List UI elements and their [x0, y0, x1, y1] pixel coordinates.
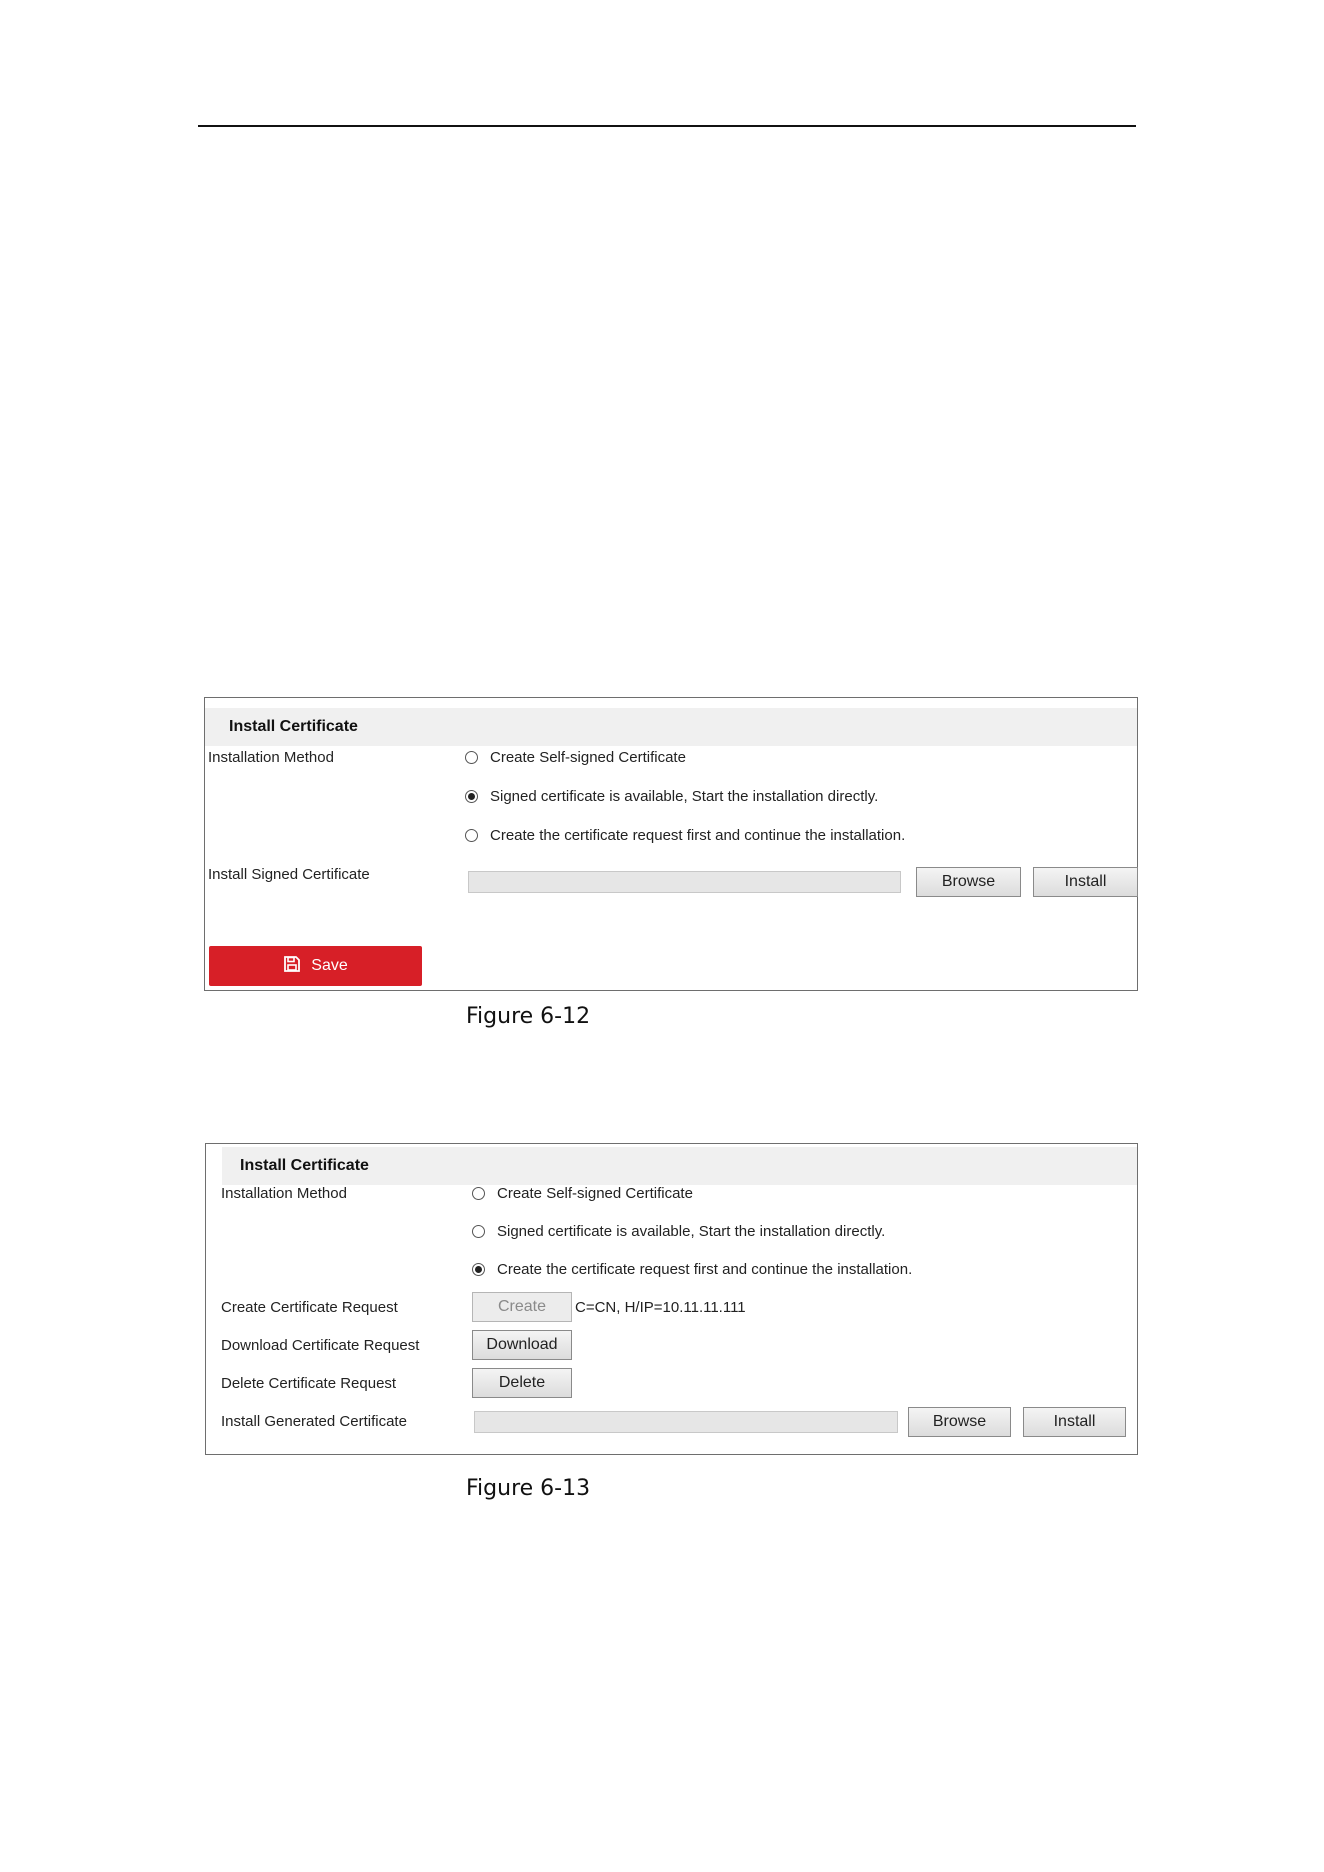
radio-create-request[interactable] — [472, 1263, 485, 1276]
radio-create-request[interactable] — [465, 829, 478, 842]
generated-certificate-file-path-field[interactable] — [474, 1411, 898, 1433]
option-signed-available[interactable] — [465, 788, 878, 805]
figure-caption-2: Figure 6-13 — [466, 1476, 591, 1501]
floppy-disk-icon — [283, 955, 301, 978]
delete-certificate-request-label: Delete Certificate Request — [221, 1375, 397, 1392]
option-create-request[interactable] — [472, 1261, 912, 1278]
option-self-signed[interactable] — [472, 1185, 693, 1202]
option-self-signed[interactable] — [465, 749, 686, 766]
option-label: Create Self-signed Certificate — [490, 749, 686, 766]
radio-signed-available[interactable] — [465, 790, 478, 803]
option-label: Create the certificate request first and continue the installation. — [497, 1261, 913, 1278]
install-generated-certificate-label: Install Generated Certificate — [221, 1413, 407, 1430]
page-header-rule — [198, 125, 1136, 127]
certificate-file-path-field[interactable] — [468, 871, 901, 893]
create-button[interactable]: Create — [472, 1292, 572, 1322]
install-certificate-panel-signed — [204, 697, 1138, 991]
radio-self-signed[interactable] — [465, 751, 478, 764]
install-button[interactable]: Install — [1023, 1407, 1126, 1437]
browse-button[interactable]: Browse — [908, 1407, 1011, 1437]
option-signed-available[interactable] — [472, 1223, 885, 1240]
option-label: Signed certificate is available, Start the installation directly. — [497, 1223, 886, 1240]
panel-title: Install Certificate — [205, 708, 1137, 746]
option-label: Signed certificate is available, Start the installation directly. — [490, 788, 879, 805]
download-certificate-request-label: Download Certificate Request — [221, 1337, 420, 1354]
option-label: Create Self-signed Certificate — [497, 1185, 693, 1202]
certificate-request-value: C=CN, H/IP=10.11.11.111 — [575, 1299, 746, 1316]
radio-signed-available[interactable] — [472, 1225, 485, 1238]
figure-caption-1: Figure 6-12 — [466, 1004, 591, 1029]
delete-button[interactable]: Delete — [472, 1368, 572, 1398]
panel-title: Install Certificate — [222, 1147, 1137, 1185]
installation-method-label: Installation Method — [221, 1185, 347, 1202]
install-button[interactable]: Install — [1033, 867, 1138, 897]
radio-self-signed[interactable] — [472, 1187, 485, 1200]
browse-button[interactable]: Browse — [916, 867, 1021, 897]
install-signed-certificate-label: Install Signed Certificate — [208, 866, 370, 883]
installation-method-label: Installation Method — [208, 749, 334, 766]
download-button[interactable]: Download — [472, 1330, 572, 1360]
option-label: Create the certificate request first and continue the installation. — [490, 827, 906, 844]
save-label: Save — [311, 957, 348, 974]
create-certificate-request-label: Create Certificate Request — [221, 1299, 398, 1316]
save-button[interactable] — [209, 946, 422, 986]
install-certificate-panel-request — [205, 1143, 1138, 1455]
option-create-request[interactable] — [465, 827, 905, 844]
